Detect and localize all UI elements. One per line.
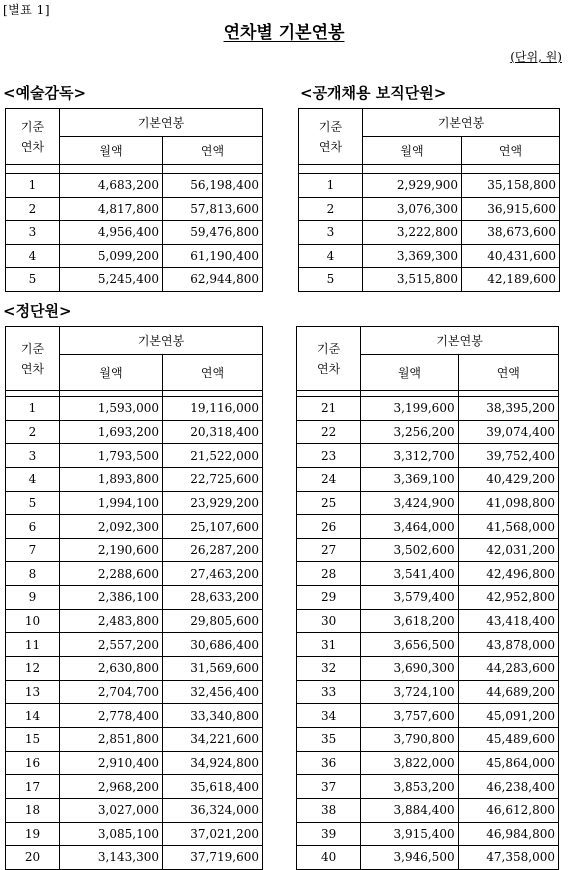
- annual-cell: 31,569,600: [163, 657, 263, 681]
- table-row: [297, 633, 559, 657]
- header-row: [6, 109, 263, 137]
- monthly-cell: 2,968,200: [60, 775, 163, 799]
- monthly-cell: 3,222,800: [363, 221, 462, 245]
- annual-cell: 36,915,600: [462, 197, 560, 221]
- annual-cell: 26,287,200: [163, 538, 263, 562]
- monthly-cell: 1,994,100: [60, 491, 163, 515]
- year-cell: 35: [297, 727, 361, 751]
- year-cell: 3: [299, 221, 363, 245]
- table-row: [6, 197, 263, 221]
- annual-cell: 32,456,400: [163, 680, 263, 704]
- annual-cell: 41,568,000: [458, 515, 558, 539]
- year-cell: 6: [6, 515, 60, 539]
- monthly-header: 월액: [363, 137, 462, 165]
- base-salary-header: 기본연봉: [60, 109, 263, 137]
- year-cell: 4: [6, 467, 60, 491]
- annual-cell: 37,719,600: [163, 846, 263, 870]
- base-salary-header: 기본연봉: [60, 327, 263, 355]
- table-row: [6, 397, 263, 421]
- monthly-cell: 3,256,200: [361, 420, 458, 444]
- annual-cell: 45,864,000: [458, 751, 558, 775]
- year-cell: 31: [297, 633, 361, 657]
- monthly-cell: 2,778,400: [60, 704, 163, 728]
- monthly-cell: 3,724,100: [361, 680, 458, 704]
- spacer-cell: [163, 165, 263, 174]
- year-cell: 17: [6, 775, 60, 799]
- spacer-cell: [60, 165, 163, 174]
- table-row: [297, 444, 559, 468]
- annual-cell: 38,673,600: [462, 221, 560, 245]
- year-cell: 3: [6, 444, 60, 468]
- section-label-regular: <정단원>: [3, 302, 72, 320]
- monthly-cell: 2,630,800: [60, 657, 163, 681]
- annex-label: [별표 1]: [3, 3, 50, 17]
- table-row: [6, 680, 263, 704]
- monthly-cell: 3,199,600: [361, 397, 458, 421]
- year-header: 기준 연차: [297, 327, 361, 391]
- year-cell: 38: [297, 798, 361, 822]
- monthly-cell: 1,693,200: [60, 420, 163, 444]
- year-cell: 19: [6, 822, 60, 846]
- annual-cell: 20,318,400: [163, 420, 263, 444]
- annual-cell: 42,952,800: [458, 586, 558, 610]
- annual-cell: 38,395,200: [458, 397, 558, 421]
- year-cell: 33: [297, 680, 361, 704]
- table-row: [6, 751, 263, 775]
- annual-cell: 44,689,200: [458, 680, 558, 704]
- table-row: [297, 727, 559, 751]
- year-cell: 30: [297, 609, 361, 633]
- table-row: [6, 174, 263, 198]
- year-cell: 22: [297, 420, 361, 444]
- spacer-row: [299, 165, 560, 174]
- annual-cell: 40,431,600: [462, 244, 560, 268]
- monthly-cell: 3,464,000: [361, 515, 458, 539]
- year-cell: 37: [297, 775, 361, 799]
- table-row: [297, 420, 559, 444]
- annual-cell: 33,340,800: [163, 704, 263, 728]
- table-row: [297, 704, 559, 728]
- monthly-cell: 1,793,500: [60, 444, 163, 468]
- monthly-header: 월액: [361, 355, 458, 391]
- monthly-cell: 2,929,900: [363, 174, 462, 198]
- monthly-cell: 2,386,100: [60, 586, 163, 610]
- year-cell: 10: [6, 609, 60, 633]
- monthly-cell: 4,683,200: [60, 174, 163, 198]
- year-cell: 7: [6, 538, 60, 562]
- year-cell: 13: [6, 680, 60, 704]
- year-cell: 1: [6, 174, 60, 198]
- year-cell: 5: [6, 491, 60, 515]
- annual-cell: 46,238,400: [458, 775, 558, 799]
- year-cell: 4: [299, 244, 363, 268]
- year-cell: 25: [297, 491, 361, 515]
- annual-cell: 44,283,600: [458, 657, 558, 681]
- monthly-cell: 3,618,200: [361, 609, 458, 633]
- monthly-cell: 3,076,300: [363, 197, 462, 221]
- annual-cell: 42,031,200: [458, 538, 558, 562]
- year-cell: 21: [297, 397, 361, 421]
- monthly-cell: 3,946,500: [361, 846, 458, 870]
- annual-cell: 47,358,000: [458, 846, 558, 870]
- year-cell: 39: [297, 822, 361, 846]
- monthly-cell: 4,817,800: [60, 197, 163, 221]
- table-row: [299, 244, 560, 268]
- table-row: [297, 467, 559, 491]
- annual-cell: 35,618,400: [163, 775, 263, 799]
- table-row: [297, 775, 559, 799]
- monthly-cell: 2,851,800: [60, 727, 163, 751]
- annual-cell: 42,189,600: [462, 268, 560, 292]
- annual-cell: 22,725,600: [163, 467, 263, 491]
- annual-cell: 28,633,200: [163, 586, 263, 610]
- year-cell: 12: [6, 657, 60, 681]
- monthly-cell: 3,853,200: [361, 775, 458, 799]
- monthly-cell: 3,027,000: [60, 798, 163, 822]
- monthly-cell: 3,656,500: [361, 633, 458, 657]
- table-row: [297, 397, 559, 421]
- spacer-row: [6, 165, 263, 174]
- annual-cell: 57,813,600: [163, 197, 263, 221]
- monthly-cell: 3,369,100: [361, 467, 458, 491]
- salary-table-public-support: [298, 108, 560, 292]
- annual-cell: 42,496,800: [458, 562, 558, 586]
- annual-cell: 43,418,400: [458, 609, 558, 633]
- monthly-cell: 3,143,300: [60, 846, 163, 870]
- annual-cell: 35,158,800: [462, 174, 560, 198]
- monthly-cell: 5,099,200: [60, 244, 163, 268]
- year-cell: 20: [6, 846, 60, 870]
- annual-cell: 41,098,800: [458, 491, 558, 515]
- table-row: [297, 798, 559, 822]
- year-cell: 9: [6, 586, 60, 610]
- monthly-cell: 2,557,200: [60, 633, 163, 657]
- table-row: [297, 515, 559, 539]
- table-row: [299, 197, 560, 221]
- monthly-cell: 3,502,600: [361, 538, 458, 562]
- annual-cell: 46,984,800: [458, 822, 558, 846]
- table-row: [297, 586, 559, 610]
- annual-cell: 40,429,200: [458, 467, 558, 491]
- spacer-cell: [462, 165, 560, 174]
- year-cell: 2: [6, 197, 60, 221]
- year-cell: 34: [297, 704, 361, 728]
- table-row: [6, 727, 263, 751]
- monthly-cell: 3,915,400: [361, 822, 458, 846]
- table-row: [297, 822, 559, 846]
- annual-cell: 46,612,800: [458, 798, 558, 822]
- year-cell: 36: [297, 751, 361, 775]
- table-row: [6, 268, 263, 292]
- table-row: [6, 586, 263, 610]
- year-cell: 32: [297, 657, 361, 681]
- year-cell: 1: [299, 174, 363, 198]
- year-cell: 8: [6, 562, 60, 586]
- monthly-cell: 3,790,800: [361, 727, 458, 751]
- year-cell: 29: [297, 586, 361, 610]
- table-row: [6, 633, 263, 657]
- salary-table-regular-right: [296, 326, 559, 870]
- table-row: [297, 491, 559, 515]
- table-row: [6, 775, 263, 799]
- annual-cell: 56,198,400: [163, 174, 263, 198]
- monthly-cell: 3,312,700: [361, 444, 458, 468]
- annual-cell: 25,107,600: [163, 515, 263, 539]
- spacer-cell: [299, 165, 363, 174]
- monthly-cell: 2,704,700: [60, 680, 163, 704]
- table-row: [297, 846, 559, 870]
- year-cell: 3: [6, 221, 60, 245]
- table-row: [297, 562, 559, 586]
- annual-cell: 23,929,200: [163, 491, 263, 515]
- year-cell: 1: [6, 397, 60, 421]
- unit-note: (단위, 원): [510, 50, 562, 64]
- annual-cell: 61,190,400: [163, 244, 263, 268]
- table-row: [6, 609, 263, 633]
- table-row: [6, 538, 263, 562]
- header-row: [297, 327, 559, 355]
- table-row: [297, 538, 559, 562]
- salary-table-art-director: [5, 108, 263, 292]
- year-cell: 2: [6, 420, 60, 444]
- year-cell: 40: [297, 846, 361, 870]
- monthly-cell: 4,956,400: [60, 221, 163, 245]
- annual-cell: 39,074,400: [458, 420, 558, 444]
- year-cell: 16: [6, 751, 60, 775]
- year-header: 기준 연차: [299, 109, 363, 165]
- table-row: [297, 680, 559, 704]
- table-row: [299, 221, 560, 245]
- year-cell: 11: [6, 633, 60, 657]
- annual-cell: 45,091,200: [458, 704, 558, 728]
- page-title: 연차별 기본연봉: [223, 23, 345, 43]
- annual-header: 연액: [458, 355, 558, 391]
- salary-table-regular-left: [5, 326, 263, 870]
- section-label-public-support: <공개채용 보직단원>: [300, 84, 447, 102]
- header-row: [6, 327, 263, 355]
- year-cell: 15: [6, 727, 60, 751]
- table-row: [6, 420, 263, 444]
- monthly-cell: 2,092,300: [60, 515, 163, 539]
- year-header: 기준 연차: [6, 109, 60, 165]
- table-row: [6, 221, 263, 245]
- annual-cell: 34,924,800: [163, 751, 263, 775]
- annual-header: 연액: [163, 355, 263, 391]
- annual-cell: 27,463,200: [163, 562, 263, 586]
- table-row: [6, 444, 263, 468]
- year-cell: 5: [6, 268, 60, 292]
- table-row: [6, 491, 263, 515]
- base-salary-header: 기본연봉: [363, 109, 560, 137]
- year-cell: 4: [6, 244, 60, 268]
- spacer-cell: [6, 165, 60, 174]
- table-row: [6, 846, 263, 870]
- table-row: [6, 822, 263, 846]
- table-row: [6, 562, 263, 586]
- table-row: [297, 751, 559, 775]
- annual-cell: 21,522,000: [163, 444, 263, 468]
- table-row: [6, 244, 263, 268]
- annual-header: 연액: [163, 137, 263, 165]
- monthly-cell: 3,424,900: [361, 491, 458, 515]
- annual-cell: 43,878,000: [458, 633, 558, 657]
- monthly-cell: 2,910,400: [60, 751, 163, 775]
- table-row: [6, 657, 263, 681]
- monthly-cell: 3,579,400: [361, 586, 458, 610]
- year-cell: 14: [6, 704, 60, 728]
- monthly-cell: 3,541,400: [361, 562, 458, 586]
- annual-header: 연액: [462, 137, 560, 165]
- monthly-cell: 3,690,300: [361, 657, 458, 681]
- year-cell: 2: [299, 197, 363, 221]
- year-cell: 28: [297, 562, 361, 586]
- year-cell: 23: [297, 444, 361, 468]
- base-salary-header: 기본연봉: [361, 327, 559, 355]
- monthly-cell: 2,190,600: [60, 538, 163, 562]
- annual-cell: 34,221,600: [163, 727, 263, 751]
- monthly-cell: 1,893,800: [60, 467, 163, 491]
- monthly-cell: 3,085,100: [60, 822, 163, 846]
- spacer-cell: [363, 165, 462, 174]
- annual-cell: 59,476,800: [163, 221, 263, 245]
- year-cell: 18: [6, 798, 60, 822]
- year-cell: 5: [299, 268, 363, 292]
- annual-cell: 39,752,400: [458, 444, 558, 468]
- monthly-cell: 3,822,000: [361, 751, 458, 775]
- year-header: 기준 연차: [6, 327, 60, 391]
- table-row: [297, 657, 559, 681]
- monthly-cell: 3,515,800: [363, 268, 462, 292]
- monthly-header: 월액: [60, 355, 163, 391]
- monthly-cell: 2,288,600: [60, 562, 163, 586]
- table-row: [6, 515, 263, 539]
- annual-cell: 29,805,600: [163, 609, 263, 633]
- monthly-cell: 3,884,400: [361, 798, 458, 822]
- annual-cell: 62,944,800: [163, 268, 263, 292]
- year-cell: 24: [297, 467, 361, 491]
- annual-cell: 37,021,200: [163, 822, 263, 846]
- year-cell: 27: [297, 538, 361, 562]
- annual-cell: 36,324,000: [163, 798, 263, 822]
- monthly-cell: 1,593,000: [60, 397, 163, 421]
- annual-cell: 45,489,600: [458, 727, 558, 751]
- table-row: [6, 798, 263, 822]
- header-row: [299, 109, 560, 137]
- annual-cell: 30,686,400: [163, 633, 263, 657]
- table-row: [299, 268, 560, 292]
- table-row: [6, 467, 263, 491]
- monthly-cell: 5,245,400: [60, 268, 163, 292]
- table-row: [297, 609, 559, 633]
- section-label-art-director: <예술감독>: [3, 84, 87, 102]
- monthly-header: 월액: [60, 137, 163, 165]
- monthly-cell: 3,757,600: [361, 704, 458, 728]
- monthly-cell: 2,483,800: [60, 609, 163, 633]
- year-cell: 26: [297, 515, 361, 539]
- table-row: [299, 174, 560, 198]
- annual-cell: 19,116,000: [163, 397, 263, 421]
- table-row: [6, 704, 263, 728]
- monthly-cell: 3,369,300: [363, 244, 462, 268]
